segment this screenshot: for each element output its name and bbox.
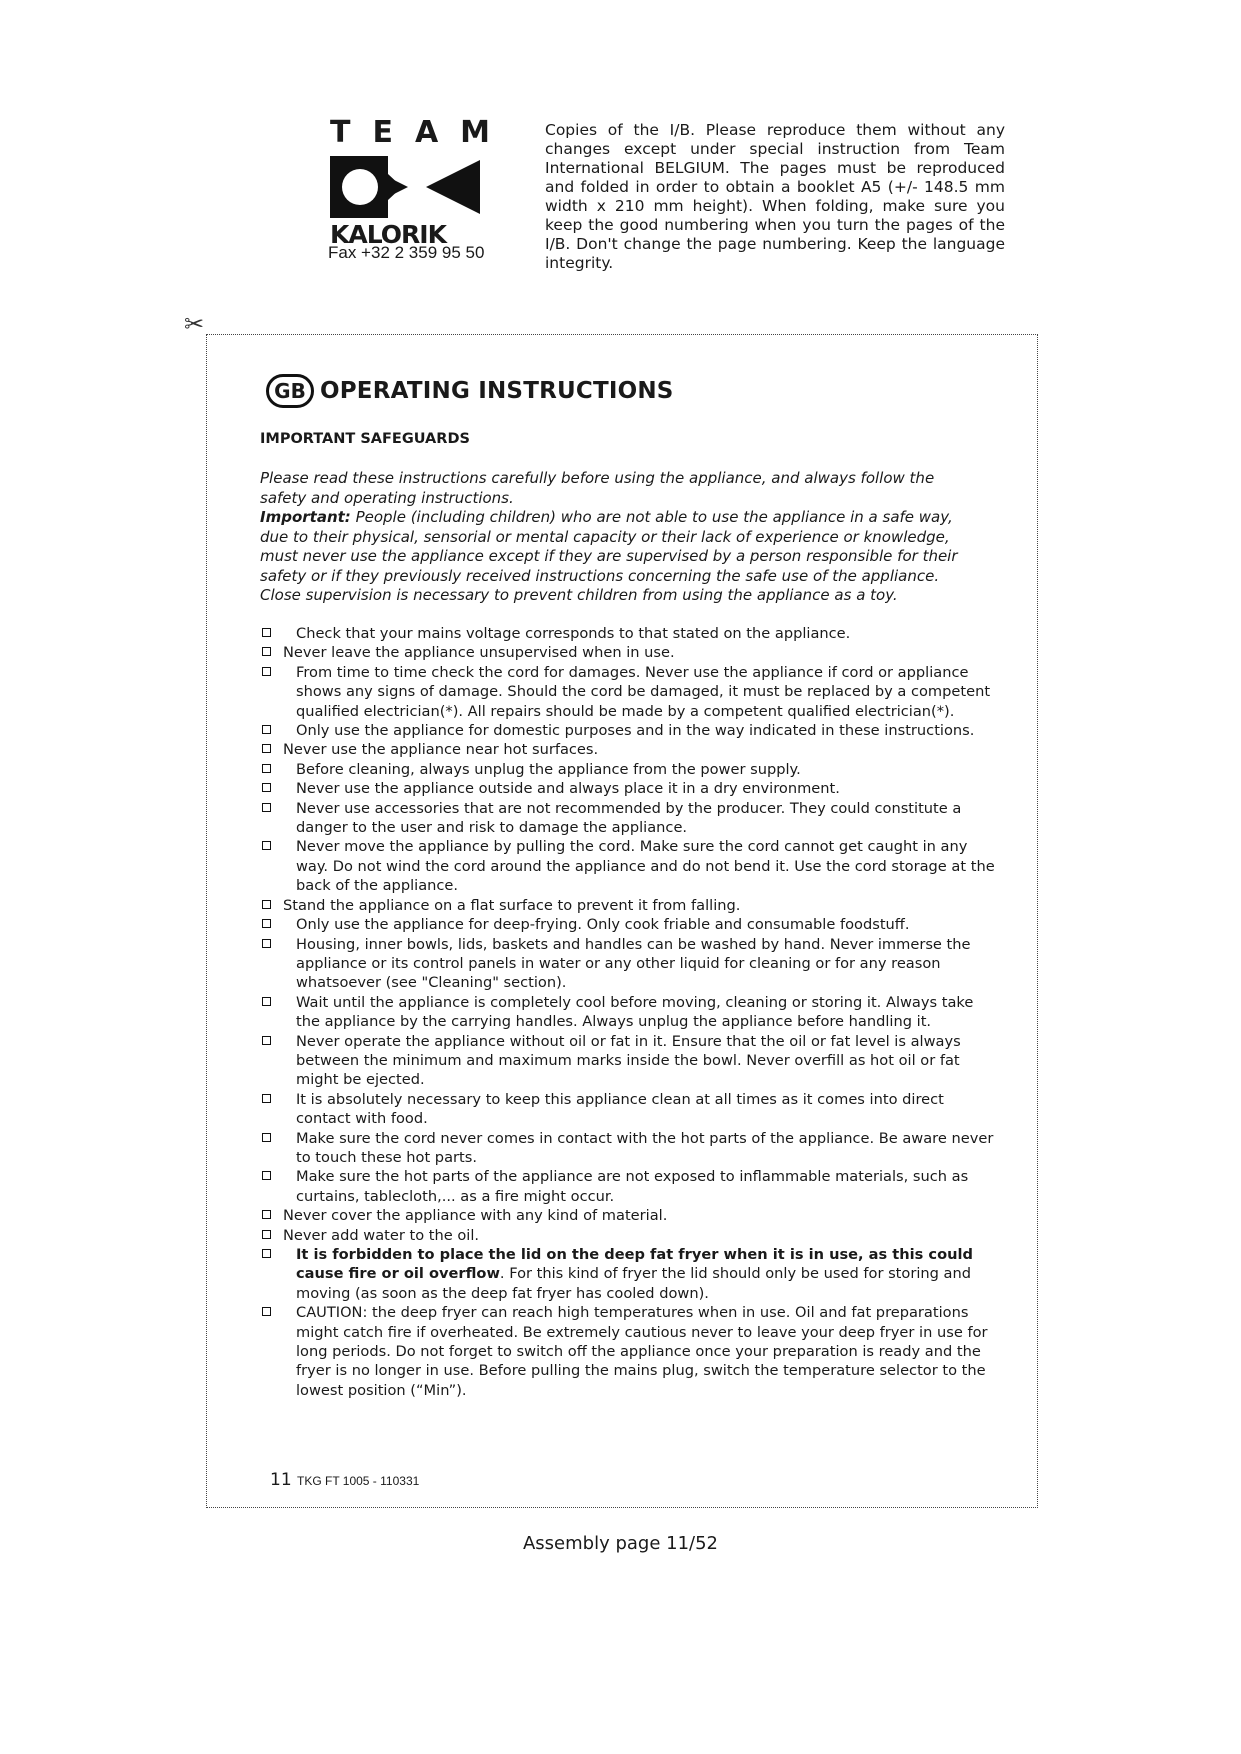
kalorik-k-icon <box>330 156 480 218</box>
list-item-text: Only use the appliance for domestic purposes and in the way indicated in these instructions. <box>296 722 975 740</box>
logo-brand-text: KALORIK <box>330 220 446 249</box>
page-number: 11 <box>270 1470 292 1490</box>
list-item-text: CAUTION: the deep fryer can reach high temperatures when in use. Oil and fat preparations might catch fire if overheated. Be extremely cautious never to leave your deep fryer in use for long periods. Do not forget to switch off the appliance once your preparation is ready and the fryer is no longer in use. Before pulling the mains plug, switch the temperature selector to the lowest position (“Min”). <box>296 1304 988 1399</box>
list-item-text: From time to time check the cord for damages. Never use the appliance if cord or appliance shows any signs of damage. Should the cord be damaged, it must be replaced by a competent qualified electrician(*). All repairs should be made by a competent qualified electrician(*). <box>296 663 991 720</box>
list-item <box>260 799 1000 838</box>
list-item-text: Never operate the appliance without oil or fat in it. Ensure that the oil or fat level is always between the minimum and maximum marks inside the bowl. Never overfill as hot oil or fat might be ejected. <box>296 1032 961 1089</box>
list-item <box>260 1206 1000 1225</box>
checkbox-bullet-icon <box>262 1230 271 1239</box>
checkbox-bullet-icon <box>262 919 271 928</box>
list-item-text: Make sure the hot parts of the appliance are not exposed to inflammable materials, such as curtains, tablecloth,... as a fire might occur. <box>296 1168 969 1205</box>
list-item-text: Only use the appliance for deep-frying. Only cook friable and consumable foodstuff. <box>296 916 910 934</box>
list-item-text: Check that your mains voltage corresponds to that stated on the appliance. <box>296 625 851 642</box>
list-item <box>260 663 1000 721</box>
document-code: TKG FT 1005 - 110331 <box>297 1474 420 1488</box>
important-label: Important: <box>260 508 351 526</box>
safeguards-subheading: IMPORTANT SAFEGUARDS <box>260 431 470 447</box>
logo-team-text: TEAM <box>330 115 513 150</box>
checkbox-bullet-icon <box>262 628 271 637</box>
list-item-text: Before cleaning, always unplug the appliance from the power supply. <box>296 760 801 778</box>
list-item <box>260 721 1000 740</box>
checkbox-bullet-icon <box>262 1249 271 1258</box>
section-heading <box>266 374 674 408</box>
list-item-text: Never move the appliance by pulling the cord. Make sure the cord cannot get caught in any way. Do not wind the cord around the appliance and do not bend it. Use the cord storage at the back of the appliance. <box>296 838 995 895</box>
intro-paragraph-1: Please read these instructions carefully before using the appliance, and always follow the safety and operating instructions. <box>260 469 935 507</box>
checkbox-bullet-icon <box>262 1094 271 1103</box>
checkbox-bullet-icon <box>262 803 271 812</box>
checkbox-bullet-icon <box>262 1210 271 1219</box>
list-item <box>260 1129 1000 1168</box>
safeguards-list <box>260 624 1000 1400</box>
checkbox-bullet-icon <box>262 764 271 773</box>
checkbox-bullet-icon <box>262 939 271 948</box>
list-item <box>260 779 1000 798</box>
list-item <box>260 643 1000 662</box>
list-item <box>260 1032 1000 1090</box>
checkbox-bullet-icon <box>262 1171 271 1180</box>
list-item-text: Never add water to the oil. <box>283 1226 480 1244</box>
checkbox-bullet-icon <box>262 1036 271 1045</box>
list-item <box>260 1167 1000 1206</box>
list-item-text: Wait until the appliance is completely cool before moving, cleaning or storing it. Always take the appliance by the carrying handles. Always unplug the appliance before handling it. <box>296 993 974 1031</box>
list-item <box>260 624 1000 643</box>
list-item-bold-text: It is forbidden to place the lid on the deep fat fryer when it is in use, as this could cause fire or oil overflow <box>296 1246 973 1283</box>
list-item-text: Never leave the appliance unsupervised when in use. <box>283 644 675 662</box>
list-item <box>260 760 1000 779</box>
checkbox-bullet-icon <box>262 1307 271 1316</box>
list-item-text: . For this kind of fryer the lid should only be used for storing and moving (as soon as the deep fat fryer has cooled down). <box>296 1265 971 1302</box>
list-item-text: Never cover the appliance with any kind of material. <box>283 1207 668 1225</box>
list-item-text: It is absolutely necessary to keep this appliance clean at all times as it comes into direct contact with food. <box>296 1090 944 1128</box>
list-item <box>260 993 1000 1032</box>
team-kalorik-logo <box>330 115 513 249</box>
checkbox-bullet-icon <box>262 667 271 676</box>
checkbox-bullet-icon <box>262 900 271 909</box>
checkbox-bullet-icon <box>262 783 271 792</box>
list-item <box>260 935 1000 993</box>
list-item-text: Never use the appliance near hot surfaces. <box>283 741 599 759</box>
list-item-text: Make sure the cord never comes in contact with the hot parts of the appliance. Be aware never to touch these hot parts. <box>296 1129 994 1166</box>
checkbox-bullet-icon <box>262 997 271 1006</box>
checkbox-bullet-icon <box>262 841 271 850</box>
gb-language-badge: GB <box>266 374 314 408</box>
copy-instructions-note: Copies of the I/B. Please reproduce them without any changes except under special instruction from Team International BELGIUM. The pages must be reproduced and folded in order to obtain a booklet A5 (+/- 148.5 mm width x 210 mm height). When folding, make sure you keep the good numbering when you turn the pages of the I/B. Don't change the page numbering. Keep the language integrity. <box>545 121 1005 272</box>
list-item <box>260 1226 1000 1245</box>
list-item-text: Never use the appliance outside and always place it in a dry environment. <box>296 780 840 798</box>
list-item <box>260 1245 1000 1303</box>
list-item <box>260 1303 1000 1400</box>
page-title: OPERATING INSTRUCTIONS <box>320 378 674 404</box>
checkbox-bullet-icon <box>262 1133 271 1142</box>
list-item-text: Never use accessories that are not recommended by the producer. They could constitute a danger to the user and risk to damage the appliance. <box>296 799 962 837</box>
list-item <box>260 915 1000 934</box>
list-item <box>260 1090 1000 1129</box>
list-item-text: Stand the appliance on a flat surface to prevent it from falling. <box>283 896 741 914</box>
list-item-text: Housing, inner bowls, lids, baskets and handles can be washed by hand. Never immerse the appliance or its control panels in water or any other liquid for cleaning or for any reason whatsoever (see "Cleaning" section). <box>296 935 971 992</box>
fax-number: Fax +32 2 359 95 50 <box>328 243 485 262</box>
checkbox-bullet-icon <box>262 744 271 753</box>
important-text: People (including children) who are not able to use the appliance in a safe way, due to their physical, sensorial or mental capacity or their lack of experience or knowledge, must never use the appliance except if they are supervised by a person responsible for their safety or if they previously received instructions concerning the safe use of the appliance. Close supervision is necessary to prevent children from using the appliance as a toy. <box>260 508 958 604</box>
assembly-page-label: Assembly page 11/52 <box>522 1533 719 1554</box>
checkbox-bullet-icon <box>262 725 271 734</box>
intro-text <box>260 469 980 606</box>
scissors-icon: ✂ <box>184 310 205 338</box>
list-item <box>260 740 1000 759</box>
checkbox-bullet-icon <box>262 647 271 656</box>
list-item <box>260 896 1000 915</box>
list-item <box>260 837 1000 895</box>
intro-paragraph-2 <box>260 508 980 606</box>
